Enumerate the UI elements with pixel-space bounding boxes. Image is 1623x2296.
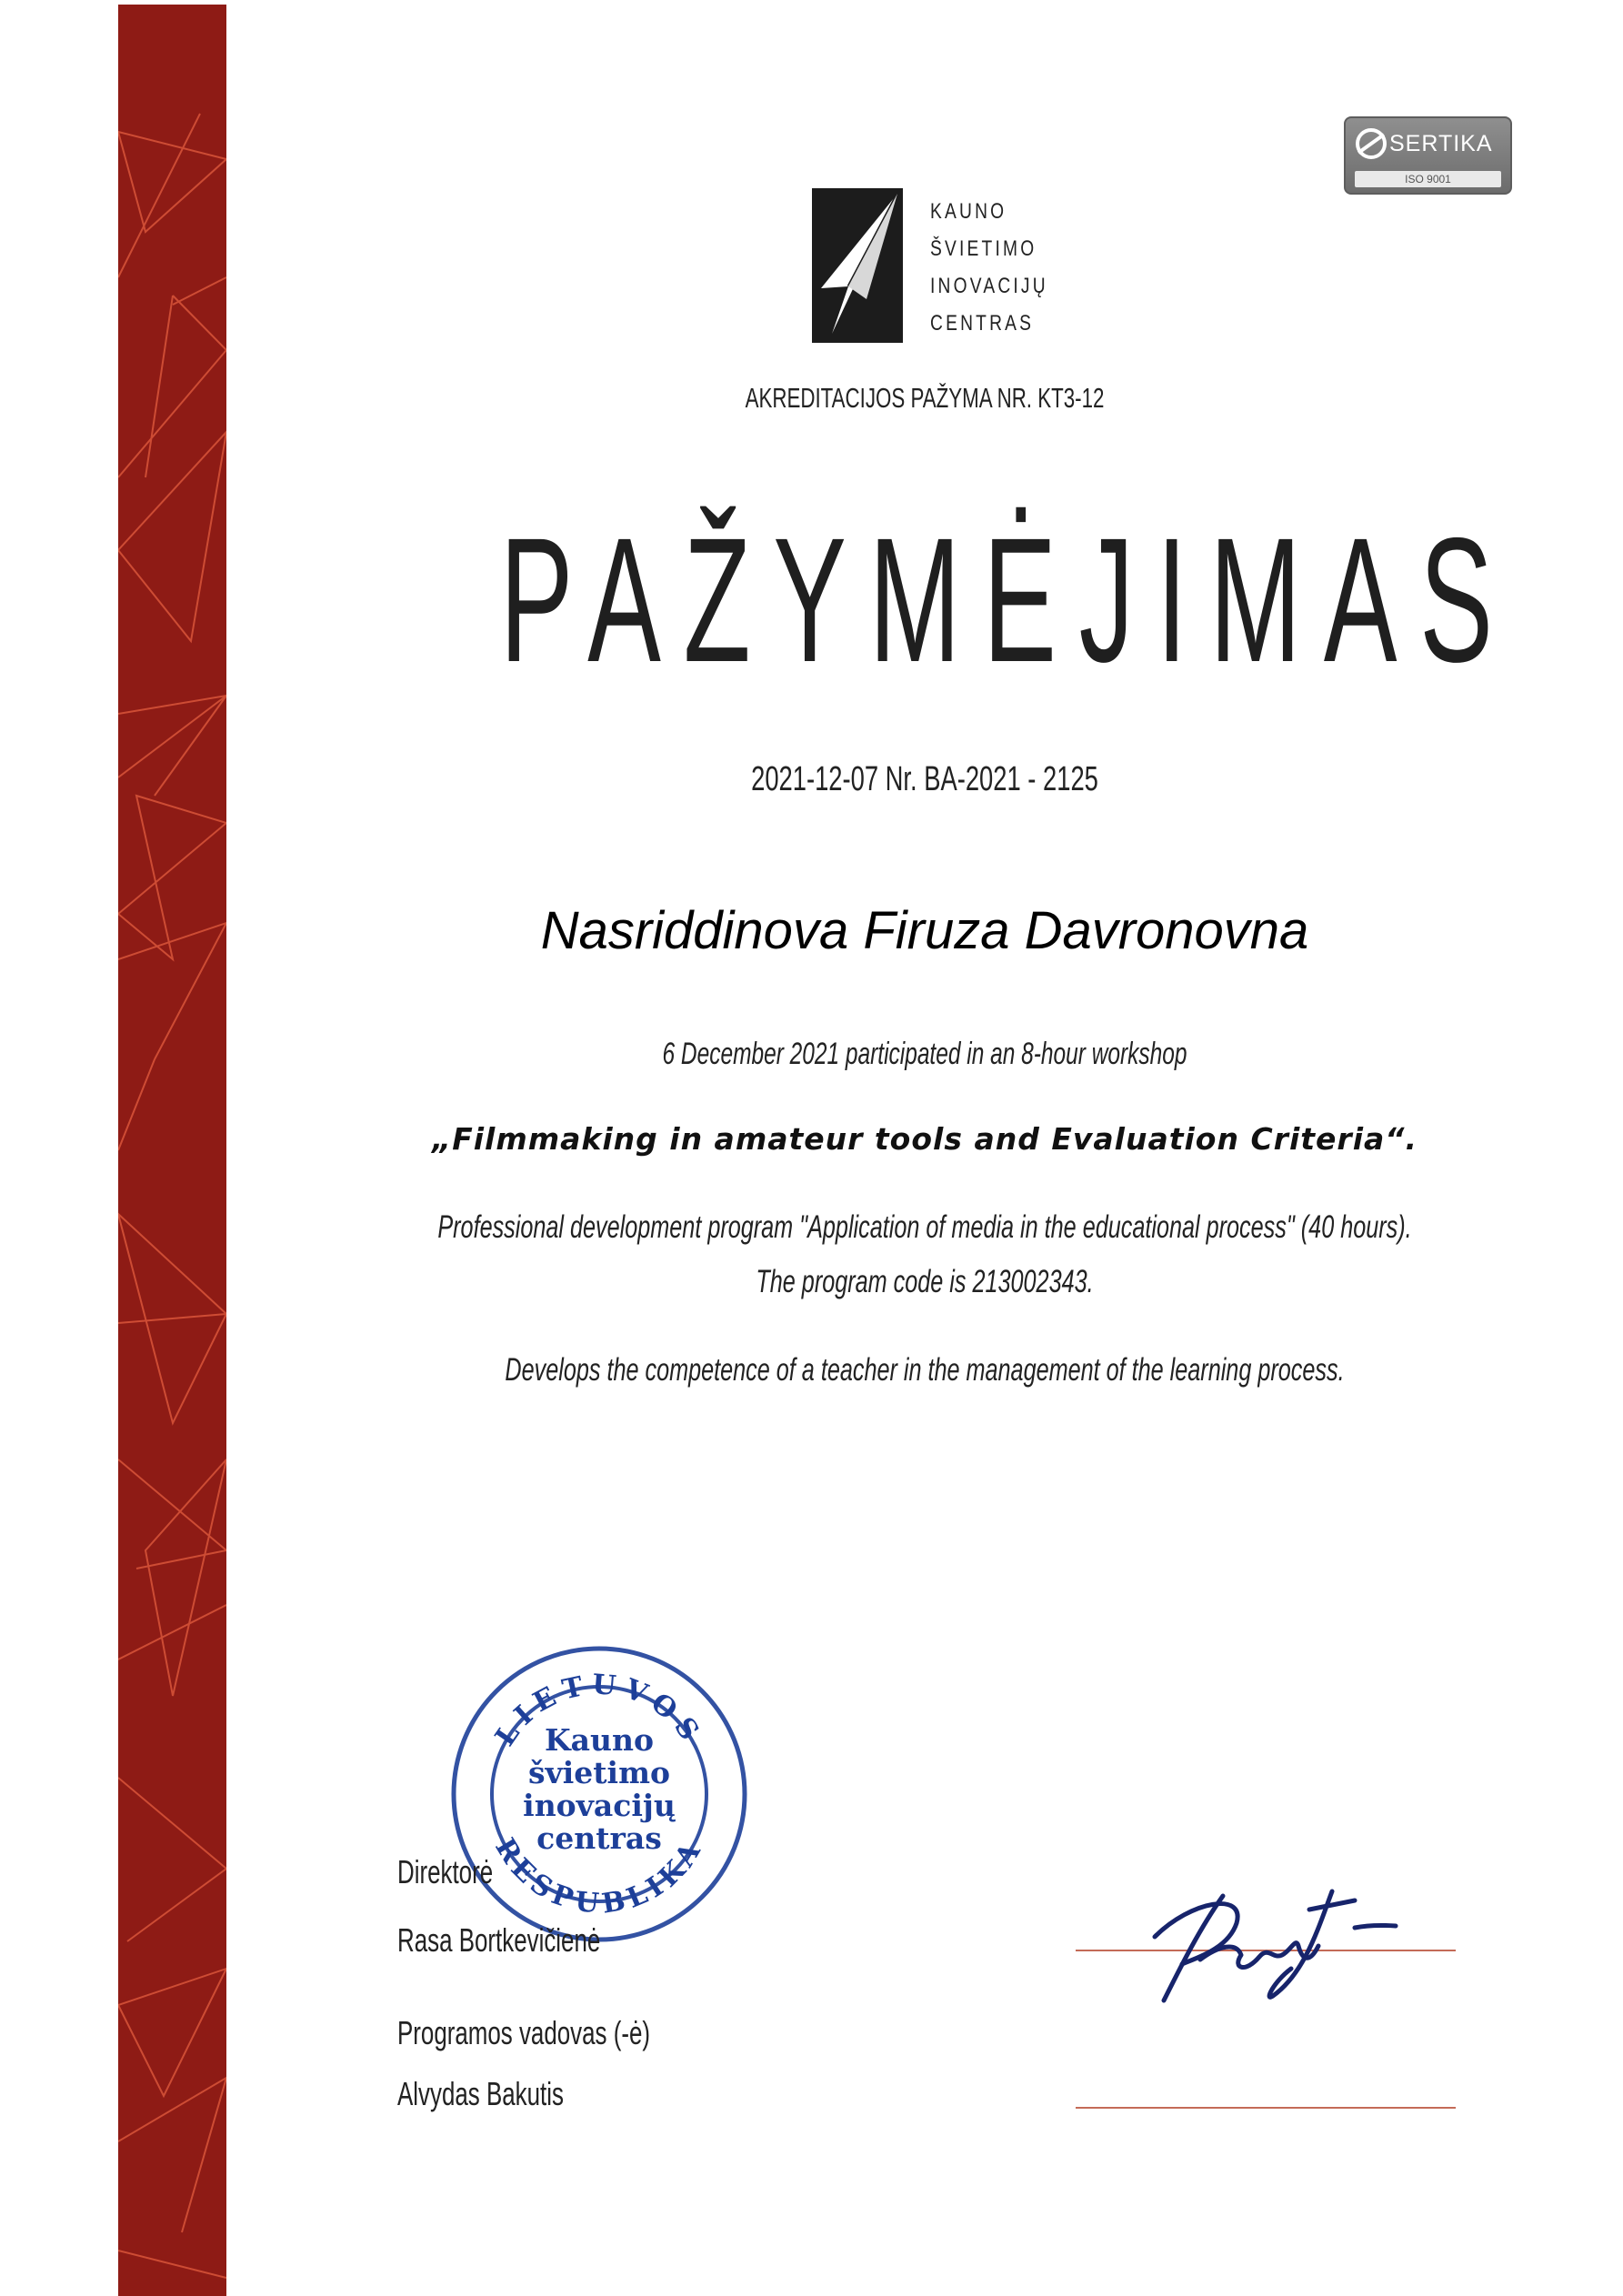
program-manager-signature-line bbox=[1076, 2107, 1456, 2109]
stamp-center-line: inovacijų bbox=[523, 1788, 676, 1823]
stamp-bottom-text: RESPUBLIKA bbox=[488, 1832, 710, 1920]
decorative-side-band bbox=[118, 5, 226, 2296]
participation-statement: 6 December 2021 participated in an 8-hour workshop bbox=[662, 1037, 1187, 1071]
issuer-logo-line: KAUNO bbox=[930, 199, 1007, 224]
program-code: The program code is 213002343. bbox=[756, 1264, 1094, 1299]
recipient-name: Nasriddinova Firuza Davronovna bbox=[540, 901, 1309, 960]
stamp-center-line: Kauno bbox=[544, 1722, 655, 1758]
stamp-center-text bbox=[449, 1724, 749, 1855]
certificate-title: PAŽYMĖJIMAS bbox=[499, 501, 1516, 699]
accreditation-number: AKREDITACIJOS PAŽYMA NR. KT3-12 bbox=[745, 382, 1105, 414]
iso-standard: ISO 9001 bbox=[1355, 171, 1501, 187]
issuer-logo-line: INOVACIJŲ bbox=[930, 274, 1048, 298]
paper-plane-pattern bbox=[118, 5, 226, 2296]
program-manager-label: Programos vadovas (-ė) bbox=[397, 2014, 651, 2051]
official-stamp bbox=[449, 1644, 749, 1944]
paper-plane-logo-icon bbox=[812, 188, 903, 343]
stamp-top-text: LIETUVOS bbox=[489, 1669, 709, 1752]
director-name: Rasa Bortkevičienė bbox=[397, 1921, 601, 1959]
issuer-logo-text bbox=[930, 193, 1076, 342]
competence-statement: Develops the competence of a teacher in the management of the learning process. bbox=[505, 1352, 1345, 1388]
workshop-title: „Filmmaking in amateur tools and Evaluation Criteria“. bbox=[431, 1121, 1418, 1157]
sertika-mark-icon bbox=[1353, 125, 1389, 162]
program-manager-name: Alvydas Bakutis bbox=[397, 2075, 564, 2112]
director-label: Direktorė bbox=[397, 1853, 494, 1890]
issuer-logo-line: ŠVIETIMO bbox=[930, 236, 1037, 261]
issuer-logo-line: CENTRAS bbox=[930, 311, 1035, 336]
program-description: Professional development program "Application of media in the educational process" (40 hours). bbox=[437, 1209, 1412, 1245]
sertika-iso-logo bbox=[1344, 116, 1512, 195]
handwritten-signature bbox=[1137, 1873, 1400, 2010]
certificate-number: 2021-12-07 Nr. BA-2021 - 2125 bbox=[751, 760, 1098, 798]
stamp-center-line: švietimo bbox=[528, 1755, 670, 1790]
sertika-name: SERTIKA bbox=[1389, 131, 1493, 156]
stamp-center-line: centras bbox=[536, 1820, 662, 1856]
